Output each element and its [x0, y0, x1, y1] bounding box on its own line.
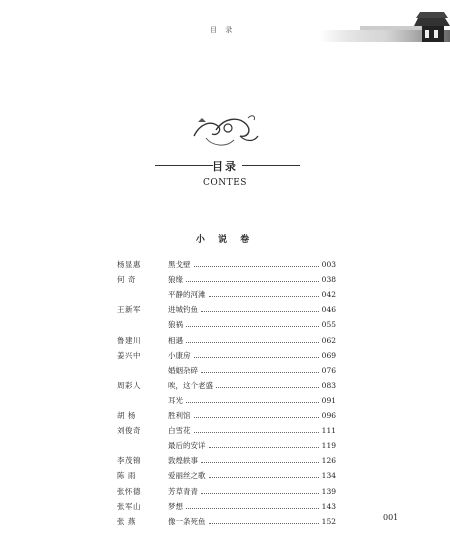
toc-entry[interactable]	[0, 289, 450, 303]
entry-page-number: 134	[321, 471, 336, 481]
entry-title: 婚姻杂碎	[168, 365, 198, 375]
entry-title: 进城钓鱼	[168, 305, 198, 315]
dot-leader	[216, 381, 319, 388]
dot-leader	[194, 411, 319, 418]
entry-author: 张军山	[117, 501, 141, 511]
entry-page-number: 003	[321, 260, 336, 269]
entry-page-number: 055	[321, 320, 336, 330]
entry-page-number: 083	[321, 380, 336, 390]
entry-title: 小康房	[168, 350, 191, 360]
dot-leader	[209, 441, 319, 448]
entry-title: 最后的安详	[168, 441, 206, 451]
toc-entry[interactable]	[0, 335, 450, 349]
entry-page-number: 111	[321, 426, 336, 436]
entry-author: 李茂锦	[117, 456, 141, 466]
dot-leader	[201, 305, 319, 312]
entry-page-number: 126	[321, 456, 336, 466]
entry-title: 梦想	[168, 501, 183, 511]
entry-author: 鲁建川	[117, 335, 141, 345]
entry-page-number: 062	[321, 335, 336, 345]
entry-author: 周彩人	[117, 380, 141, 390]
entry-title: 耳光	[168, 395, 183, 405]
entry-page-number: 091	[321, 395, 336, 405]
entry-page-number: 143	[321, 501, 336, 511]
entry-page-number: 069	[321, 350, 336, 360]
entry-page-number: 096	[321, 411, 336, 420]
entry-author: 姜兴中	[117, 350, 141, 360]
toc-entry[interactable]	[0, 440, 450, 454]
entry-title: 黑戈壁	[168, 260, 191, 269]
entry-page-number: 038	[321, 275, 336, 285]
entry-author: 张 燕	[117, 516, 136, 526]
entry-title: 胜利馆	[168, 411, 191, 420]
entry-author: 胡 杨	[117, 411, 136, 420]
header-decoration-image	[320, 8, 450, 52]
entry-title: 唉，这个老盛	[168, 380, 213, 390]
entry-page-number: 046	[321, 305, 336, 315]
dot-leader	[186, 336, 319, 343]
page-number: 001	[383, 513, 399, 522]
dot-leader	[194, 260, 319, 267]
entry-title: 白雪花	[168, 426, 191, 436]
entry-page-number: 152	[321, 516, 336, 526]
toc-entry[interactable]	[0, 425, 450, 439]
dot-leader	[209, 290, 319, 297]
page-subtitle: CONTES	[203, 178, 247, 188]
dot-leader	[186, 396, 319, 403]
page-title: 目录	[212, 160, 238, 173]
entry-author: 张怀德	[117, 486, 141, 496]
entry-page-number: 042	[321, 290, 336, 300]
entry-title: 狼祸	[168, 320, 183, 330]
entry-author: 王新军	[117, 305, 141, 315]
toc-entry[interactable]	[0, 365, 450, 379]
toc-entry[interactable]	[0, 470, 450, 484]
dot-leader	[194, 351, 319, 358]
toc-entry[interactable]	[0, 380, 450, 394]
dot-leader	[186, 275, 319, 282]
entry-page-number: 076	[321, 365, 336, 375]
toc-entry[interactable]	[0, 319, 450, 333]
running-head: 目 录	[210, 26, 236, 34]
dot-leader	[209, 517, 319, 524]
toc-entry[interactable]	[0, 395, 450, 409]
entry-author: 何 奇	[117, 275, 136, 285]
ornament-image	[188, 108, 262, 150]
entry-author: 杨显惠	[117, 260, 141, 269]
toc-entry[interactable]	[0, 350, 450, 364]
toc-entry[interactable]	[0, 259, 450, 273]
entry-title: 狼缘	[168, 275, 183, 285]
toc-entry[interactable]	[0, 410, 450, 424]
dot-leader	[201, 487, 319, 494]
dot-leader	[201, 456, 319, 463]
dot-leader	[186, 502, 319, 509]
entry-title: 敦煌轶事	[168, 456, 198, 466]
toc-entry[interactable]	[0, 455, 450, 469]
toc-entry[interactable]	[0, 274, 450, 288]
entry-title: 像一条死鱼	[168, 516, 206, 526]
dot-leader	[194, 426, 319, 433]
entry-title: 平静的河滩	[168, 290, 206, 300]
entry-author: 刘俊奇	[117, 426, 141, 436]
toc-entry[interactable]	[0, 304, 450, 318]
dot-leader	[186, 320, 319, 327]
entry-page-number: 119	[321, 441, 336, 451]
entry-title: 芳草青青	[168, 486, 198, 496]
entry-page-number: 139	[321, 486, 336, 496]
toc-entry[interactable]	[0, 486, 450, 500]
section-title: 小 说 卷	[195, 235, 255, 245]
entry-author: 陈 雨	[117, 471, 136, 481]
entry-title: 爱丽丝之歌	[168, 471, 206, 481]
dot-leader	[201, 366, 319, 373]
dot-leader	[209, 471, 319, 478]
entry-title: 相遇	[168, 335, 183, 345]
title-rule-right	[242, 165, 300, 166]
